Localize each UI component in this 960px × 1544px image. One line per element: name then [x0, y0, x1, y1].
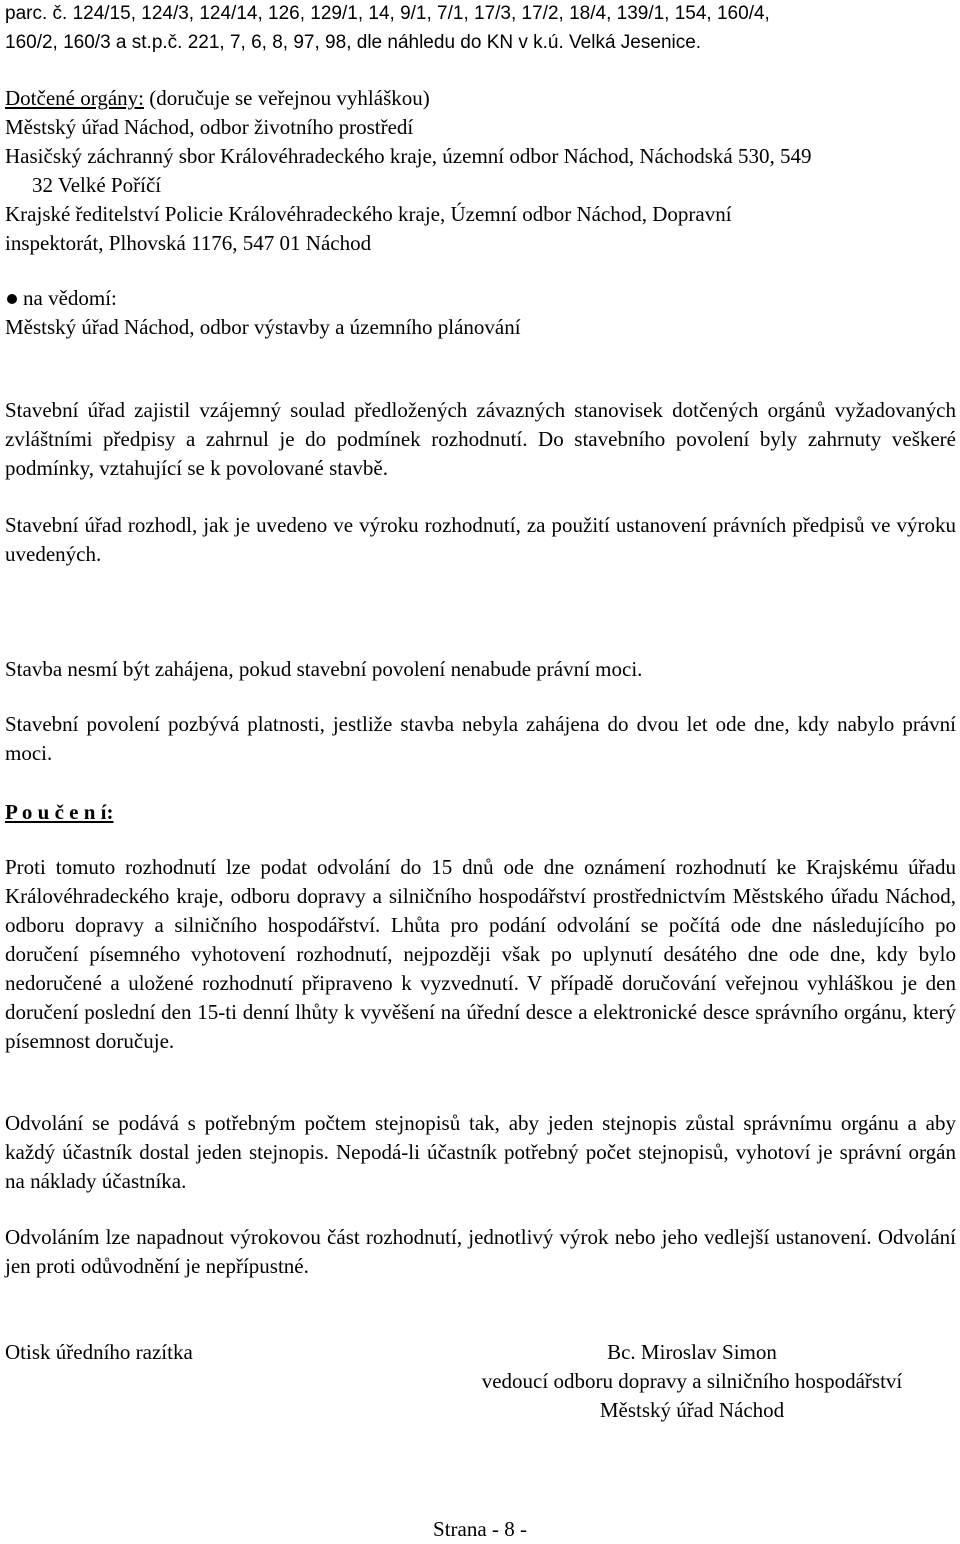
- paragraph-decision: Stavební úřad rozhodl, jak je uvedeno ve výroku rozhodnutí, za použití ustanovení právních předpisů ve výroku uvedených.: [5, 513, 956, 566]
- paragraph-start-condition: Stavba nesmí být zahájena, pokud stavební povolení nenabude právní moci.: [5, 657, 643, 681]
- instruction-scope: Odvoláním lze napadnout výrokovou část rozhodnutí, jednotlivý výrok nebo jeho vedlejší ustanovení. Odvolání jen proti odůvodnění je nepřípustné.: [5, 1225, 956, 1278]
- signatory: [442, 1338, 942, 1425]
- affected-note: (doručuje se veřejnou vyhláškou): [149, 86, 430, 110]
- affected-item: 32 Velké Poříčí: [32, 173, 162, 197]
- notice-label: na vědomí:: [23, 286, 117, 310]
- signatory-name: Bc. Miroslav Simon: [607, 1340, 777, 1364]
- paragraph-consistency: Stavební úřad zajistil vzájemný soulad předložených závazných stanovisek dotčených orgánů vyžadovaných zvláštními předpisy a zahrnul je do podmínek rozhodnutí. Do stavebního povolení byly zahrnuty veškeré podmínky, vztahující se k povolované stavbě.: [5, 398, 956, 480]
- parcel-list: [5, 0, 770, 57]
- affected-item: Krajské ředitelství Policie Královéhradeckého kraje, Územní odbor Náchod, Dopravní: [5, 202, 732, 226]
- parcel-line-2: 160/2, 160/3 a st.p.č. 221, 7, 6, 8, 97, 98, dle náhledu do KN v k.ú. Velká Jesenice.: [5, 32, 702, 53]
- signatory-position: vedoucí odboru dopravy a silničního hospodářství: [481, 1369, 903, 1393]
- affected-authorities: [5, 84, 956, 258]
- instruction-heading: P o u č e n í:: [5, 800, 114, 824]
- notice-heading-line: [5, 284, 956, 313]
- affected-heading-line: [5, 84, 956, 113]
- instruction-copies: Odvolání se podává s potřebným počtem stejnopisů tak, aby jeden stejnopis zůstal správnímu orgánu a aby každý účastník dostal jeden stejnopis. Nepodá-li účastník potřebný počet stejnopisů, vyhotoví je správní orgán na náklady účastníka.: [5, 1111, 956, 1193]
- instruction-appeal: Proti tomuto rozhodnutí lze podat odvolání do 15 dnů ode dne oznámení rozhodnutí ke Krajskému úřadu Královéhradeckého kraje, odboru dopravy a silničního hospodářství prostřednictvím Městského úřadu Náchod, odboru dopravy a silničního hospodářství. Lhůta pro podání odvolání se počítá ode dne následujícího po doručení písemného vyhotovení rozhodnutí, nejpozději však po uplynutí desátého dne ode dne, kdy bylo nedoručené a uložené rozhodnutí připraveno k vyzvednutí. V případě doručování veřejnou vyhláškou je den doručení poslední den 15-ti denní lhůty k vyvěšení na úřední desce a elektronické desce správního orgánu, který písemnost doručuje.: [5, 855, 956, 1053]
- signatory-office: Městský úřad Náchod: [599, 1398, 785, 1422]
- affected-item: Hasičský záchranný sbor Královéhradeckého kraje, územní odbor Náchod, Náchodská 530, 549: [5, 144, 812, 168]
- paragraph-validity: Stavební povolení pozbývá platnosti, jestliže stavba nebyla zahájena do dvou let ode dne, kdy nabylo právní moci.: [5, 712, 956, 765]
- bullet-icon: [7, 294, 17, 304]
- affected-heading: Dotčené orgány:: [5, 86, 144, 110]
- page-number: Strana - 8 -: [433, 1517, 527, 1541]
- affected-item: Městský úřad Náchod, odbor životního prostředí: [5, 115, 414, 139]
- parcel-line-1: parc. č. 124/15, 124/3, 124/14, 126, 129/1, 14, 9/1, 7/1, 17/3, 17/2, 18/4, 139/1, 154, 160/4,: [5, 3, 770, 24]
- notice-section: [5, 284, 956, 342]
- affected-item: inspektorát, Plhovská 1176, 547 01 Náchod: [5, 231, 372, 255]
- stamp-label: Otisk úředního razítka: [5, 1340, 193, 1364]
- notice-item: Městský úřad Náchod, odbor výstavby a územního plánování: [5, 315, 521, 339]
